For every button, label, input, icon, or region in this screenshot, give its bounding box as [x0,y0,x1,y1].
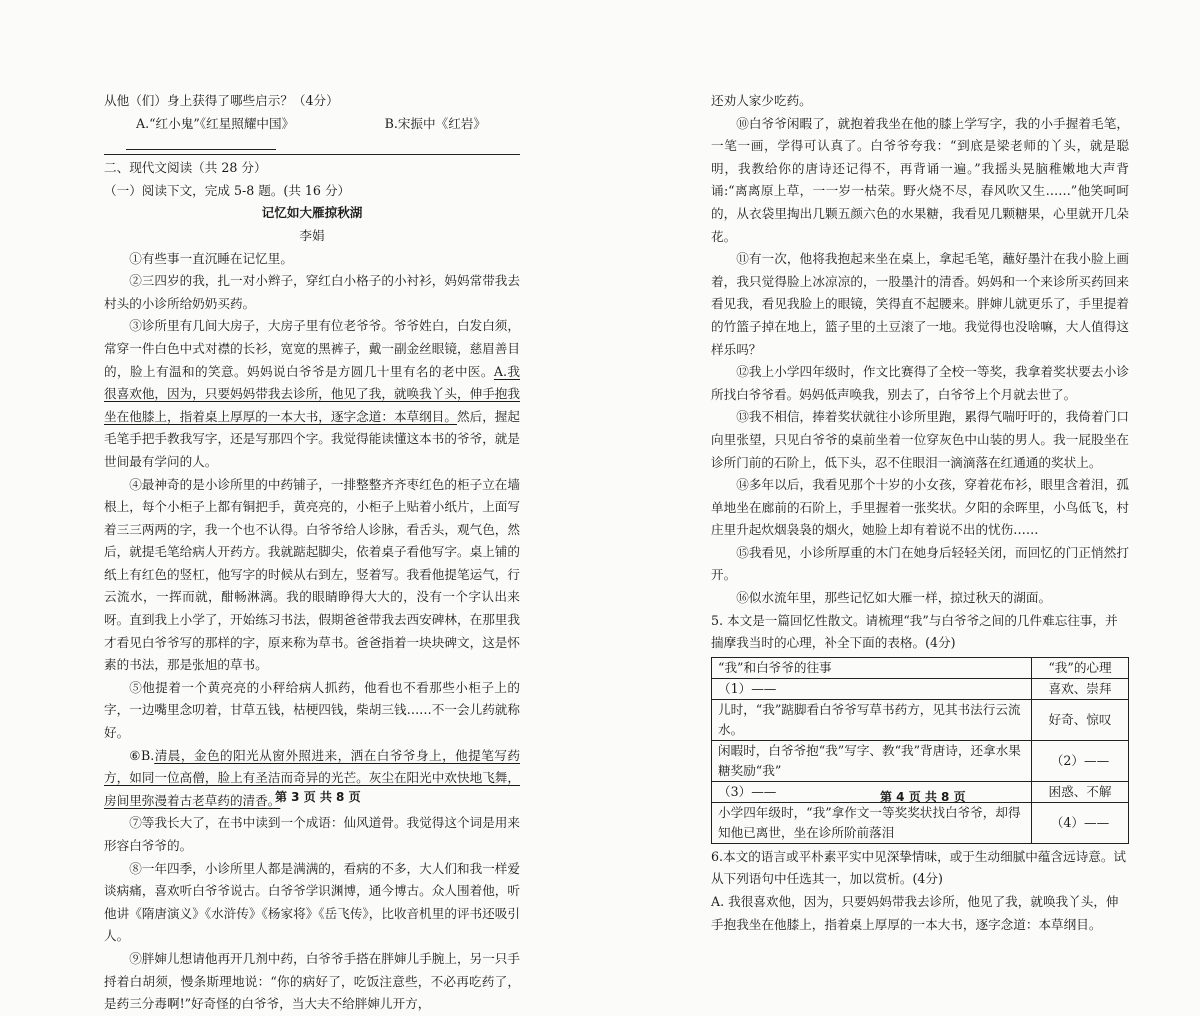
paragraph-8: ⑧一年四季，小诊所里人都是满满的，看病的不多，大人们和我一样爱谈病痛，喜欢听白爷爷说古。白爷爷学识渊博，通今博古。众人围着他，听他讲《隋唐演义》《水浒传》《杨家将》《岳飞传》，比收音机里的评书还吸引人。 [104,860,520,944]
table-row [712,699,1129,740]
underlined-sentence-b: 清晨，金色的阳光从窗外照进来，洒在白爷爷身上，他提笔写药方，如同一位高僧，脸上有圣洁而奇异的光芒。灰尘在阳光中欢快地飞舞，房间里弥漫着古老草药的清香。 [104,747,520,808]
answer-table [711,657,1129,844]
paragraph-6-label: ⑥B. [129,747,155,763]
answer-blank [126,135,276,150]
underlined-sentence-a: A.我很喜欢他，因为，只要妈妈带我去诊所，他见了我，就唤我丫头，伸手抱我坐在他膝上，指着桌上厚厚的一本大书，逐字念道：本草纲目。 [104,363,521,424]
option-b: B.宋振中《红岩》 [384,115,486,131]
sub-heading: （一）阅读下文，完成 5-8 题。(共 16 分） [104,182,351,198]
table-cell-event: 小学四年级时，“我”拿作文一等奖奖状找白爷爷，却得知他已离世，坐在诊所阶前落泪 [712,802,1032,843]
paragraph-2: ②三四岁的我，扎一对小辫子，穿红白小格子的小衬衫，妈妈常带我去村头的小诊所给奶奶买药。 [104,273,520,311]
question-6: 6.本文的语言或平朴素平实中见深挚情味，或于生动细腻中蕴含远诗意。试从下列语句中任选其一，加以赏析。(4分) [711,848,1127,887]
options-row [104,113,520,136]
paragraph-13: ⑬我不相信，捧着奖状就往小诊所里跑，累得气喘吁吁的，我倚着门口向里张望，只见白爷爷的桌前坐着一位穿灰色中山装的男人。我一屁股坐在诊所门前的石阶上，低下头，忍不住眼泪一滴滴落在红通通的奖状上。 [711,409,1129,470]
table-cell-feeling: 好奇、惊叹 [1032,699,1129,740]
article-title: 记忆如大雁掠秋湖 [261,205,363,221]
paragraph-15: ⑮我看见，小诊所厚重的木门在她身后轻轻关闭，而回忆的门正悄然打开。 [711,544,1129,583]
table-header-feelings: “我”的心理 [1032,657,1129,678]
table-cell-event: 闲暇时，白爷爷抱“我”写字、教“我”背唐诗，还拿水果糖奖励“我” [712,740,1032,781]
divider [104,154,520,155]
paragraph-12: ⑫我上小学四年级时，作文比赛得了全校一等奖，我拿着奖状要去小诊所找白爷爷看。妈妈低声唤我，别去了，白爷爷上个月就去世了。 [711,364,1129,402]
paragraph-4: ④最神奇的是小诊所里的中药铺子，一排整整齐齐枣红色的柜子立在墙根上，每个小柜子上都有铜把手，黄亮亮的，小柜子上贴着小纸片，上面写着三三两两的字，我一个也不认得。白爷爷给人诊脉，看舌头，观气色，然后，就提毛笔给病人开药方。我就踮起脚尖，依着桌子看他写字。桌上铺的纸上有红色的竖杠，他写字的时候从右到左，竖着写。我看他提笔运气，行云流水，一挥而就，酣畅淋漓。我的眼睛睁得大大的，没有一个字认出来呀。直到我上小学了，开始练习书法，假期爸爸带我去西安碑林，在那里我才看见白爷爷写的那样的字，原来称为草书。爸爸指着一块块碑文，这是怀素的书法，那是张旭的草书。 [104,476,520,673]
table-cell-feeling: 困惑、不解 [1032,781,1129,802]
table-cell-event: 儿时，“我”踮脚看白爷爷写草书药方，见其书法行云流水。 [712,699,1032,740]
paragraph-1: ①有些事一直沉睡在记忆里。 [129,250,293,266]
table-cell-event: （3）—— [712,781,1032,802]
paragraph-7: ⑦等我长大了，在书中读到一个成语：仙风道骨。我觉得这个词是用来形容白爷爷的。 [104,815,520,853]
paragraph-11: ⑪有一次，他将我抱起来坐在桌上，拿起毛笔，蘸好墨汁在我小脸上画着，我只觉得脸上冰凉凉的，一股墨汁的清香。妈妈和一个来诊所买药回来看见我，看见我脸上的眼镜，笑得直不起腰来。胖婶儿就更乐了，手里提着的竹篮子掉在地上，篮子里的土豆滚了一地。我觉得也没啥嘛，大人值得这样乐吗？ [711,251,1129,357]
page-footer-right: 第 4 页 共 8 页 [880,790,966,804]
table-cell-feeling: （4）—— [1032,802,1129,843]
table-row [712,678,1129,699]
paragraph-10: ⑩白爷爷闲暇了，就抱着我坐在他的膝上学写字，我的小手握着毛笔，一笔一画，学得可认真了。白爷爷夸我：“到底是梁老师的丫头，就是聪明，我教给你的唐诗还记得不，再背诵一遍。”我摇头晃脑稚嫩地大声背诵:“离离原上草，一一岁一枯荣。野火烧不尽，春风吹又生……”他笑呵呵的，从衣袋里掏出几颗五颜六色的水果糖，我看见几颗糖果，心里就开几朵花。 [711,115,1129,244]
table-cell-event: （1）—— [712,678,1032,699]
paragraph-3-text-b: 然后，握起毛笔手把手教我写字，还是写那四个字。我觉得能读懂这本书的爷爷，就是世间最有学问的人。 [104,408,521,469]
table-header-row [712,657,1129,678]
table-row [712,740,1129,781]
page-4 [711,90,1129,936]
paragraph-16: ⑯似水流年里，那些记忆如大雁一样，掠过秋天的湖面。 [736,590,1052,606]
table-cell-feeling: （2）—— [1032,740,1129,781]
paragraph-14: ⑭多年以后，我看见那个十岁的小女孩，穿着花布衫，眼里含着泪，孤单地坐在廊前的石阶上，手里握着一张奖状。夕阳的余晖里，小鸟低飞，村庄里升起炊烟袅袅的烟火，她脸上却有着说不出的忧伤…… [711,477,1129,538]
table-row [712,802,1129,843]
page-3 [104,90,520,1016]
question-stem: 从他（们）身上获得了哪些启示？（4分） [104,93,339,108]
option-a: A.“红小鬼”《红星照耀中国》 [136,115,295,131]
table-header-events: “我”和白爷爷的往事 [712,657,1032,678]
paragraph-3 [104,315,520,473]
paragraph-9-continued: 还劝人家少吃药。 [711,93,812,108]
section-heading: 二、现代文阅读（共 28 分） [104,160,267,176]
question-5: 5. 本文是一篇回忆性散文。请梳理“我”与白爷爷之间的几件难忘往事，并揣摩我当时的心理，补全下面的表格。(4分) [711,612,1118,651]
question-6-option-a: A. 我很喜欢他，因为，只要妈妈带我去诊所，他见了我，就唤我丫头，伸手抱我坐在他膝上，指着桌上厚厚的一本大书，逐字念道：本草纲目。 [711,894,1119,932]
table-cell-feeling: 喜欢、崇拜 [1032,678,1129,699]
paragraph-5: ⑤他提着一个黄亮亮的小秤给病人抓药，他看也不看那些小柜子上的字，一边嘴里念叨着，甘草五钱，枯梗四钱，柴胡三钱……不一会儿药就称好。 [104,679,520,741]
page-footer-left: 第 3 页 共 8 页 [275,790,361,804]
article-author: 李娟 [299,227,325,243]
paragraph-9: ⑨胖婶儿想请他再开几剂中药，白爷爷手搭在胖婶儿手腕上，另一只手捋着白胡须，慢条斯理地说：“你的病好了，吃饭注意些，不必再吃药了，是药三分毒啊!”好奇怪的白爷爷，当大夫不给胖婶儿开方， [104,950,520,1012]
paragraph-3-text-a: ③诊所里有几间大房子，大房子里有位老爷爷。爷爷姓白，白发白须，常穿一件白色中式对襟的长衫，宽宽的黑裤子，戴一副金丝眼镜，慈眉善目的，脸上有温和的笑意。妈妈说白爷爷是方圆几十里有名的老中医。 [104,318,520,379]
